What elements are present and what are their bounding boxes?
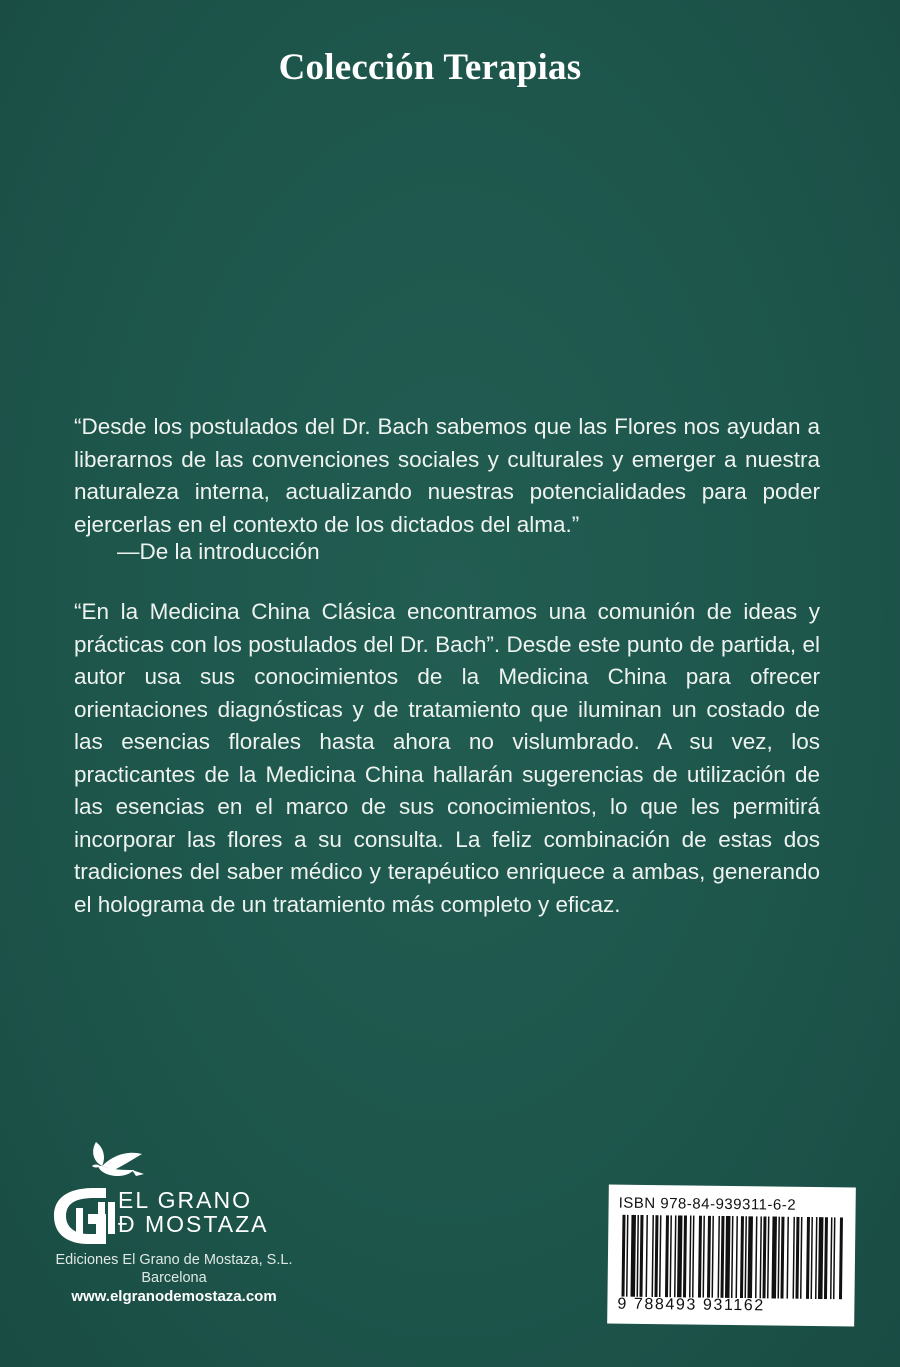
barcode-bar	[839, 1217, 843, 1299]
quote-attribution: —De la introducción	[117, 539, 320, 564]
barcode-bar	[735, 1216, 738, 1298]
barcode-bar	[740, 1216, 744, 1298]
publisher-company: Ediciones El Grano de Mostaza, S.L.	[55, 1252, 293, 1268]
barcode-bar	[711, 1216, 714, 1298]
barcode-bar	[651, 1215, 654, 1297]
barcode-label	[607, 1184, 856, 1326]
barcode-bar	[621, 1215, 625, 1297]
barcode-bar	[833, 1217, 836, 1299]
dove-icon	[92, 1142, 144, 1176]
publisher-name-line1: EL GRANO	[118, 1187, 253, 1213]
barcode-bar	[665, 1215, 669, 1297]
grano-g-icon	[54, 1188, 115, 1244]
barcode-bar	[780, 1217, 784, 1299]
barcode-bar	[744, 1216, 747, 1298]
barcode-bar	[767, 1216, 770, 1298]
barcode-bar	[720, 1216, 724, 1298]
barcode-bar	[806, 1217, 810, 1299]
publisher-url: www.elgranodemostaza.com	[71, 1288, 277, 1305]
barcode-bar	[731, 1216, 734, 1298]
barcode-bar	[762, 1216, 766, 1298]
barcode-bar	[786, 1217, 789, 1299]
barcode-bar	[689, 1215, 692, 1297]
barcode-bar	[654, 1215, 658, 1297]
barcode-bar	[692, 1216, 695, 1298]
barcode-bar	[725, 1216, 731, 1298]
publisher-name	[118, 1188, 268, 1236]
barcode-bar	[717, 1216, 720, 1298]
barcode-bar	[677, 1215, 683, 1297]
barcode-number: 9 788493 931162	[617, 1295, 765, 1315]
barcode-bar	[626, 1215, 629, 1297]
barcode-bar	[639, 1215, 643, 1297]
barcode-bar	[824, 1217, 828, 1299]
barcode-bar	[707, 1216, 711, 1298]
barcode-bar	[659, 1215, 662, 1297]
barcode-bar	[669, 1215, 672, 1297]
barcode-bar	[747, 1216, 753, 1298]
barcode-bar	[792, 1217, 795, 1299]
barcode-bar	[755, 1216, 758, 1298]
barcode-bar	[702, 1216, 705, 1298]
blurb-text: “En la Medicina China Clásica encontramos una comunión de ideas y prácticas con los postulados del Dr. Bach”. Desde este punto de partida, el autor usa sus conocimientos de la Medicina China para ofrecer orientaciones diagnósticas y de tratamiento que iluminan un costado de las esencias florales hasta ahora no vislumbrado. A su vez, los practicantes de la Medicina China hallarán sugerencias de utilización de las esencias en el marco de sus conocimientos, lo que les permitirá incorporar las flores a su consulta. La feliz combinación de estas dos tradiciones del saber médico y terapéutico enriquece a ambas, generando el holograma de un tratamiento más completo y eficaz.	[74, 599, 820, 917]
barcode-bar	[636, 1215, 639, 1297]
barcode-bar	[759, 1216, 762, 1298]
intro-quote: “Desde los postulados del Dr. Bach sabemos que las Flores nos ayudan a liberarnos de las convenciones sociales y culturales y emerger a nuestra naturaleza interna, actualizando nuestras potencialidades para poder ejercerlas en el contexto de los dictados del alma.”	[74, 414, 820, 537]
barcode-bar	[815, 1217, 818, 1299]
barcode-bar	[795, 1217, 799, 1299]
isbn-text: ISBN 978-84-939311-6-2	[618, 1194, 797, 1214]
series-title: Colección Terapias	[278, 47, 582, 88]
publisher-name-line2: Ð MOSTAZA	[118, 1211, 269, 1237]
barcode-bar	[683, 1215, 687, 1297]
publisher-city: Barcelona	[141, 1270, 207, 1286]
barcode-bar	[645, 1215, 648, 1297]
barcode-bar	[771, 1216, 777, 1298]
barcode-bar	[830, 1217, 833, 1299]
barcode-bar	[800, 1217, 803, 1299]
barcode-bars	[617, 1215, 845, 1300]
barcode-bar	[810, 1217, 813, 1299]
barcode-bar	[674, 1215, 677, 1297]
barcode-bar	[777, 1217, 780, 1299]
barcode-bar	[630, 1215, 636, 1297]
barcode-bar	[698, 1216, 702, 1298]
barcode-bar	[818, 1217, 824, 1299]
